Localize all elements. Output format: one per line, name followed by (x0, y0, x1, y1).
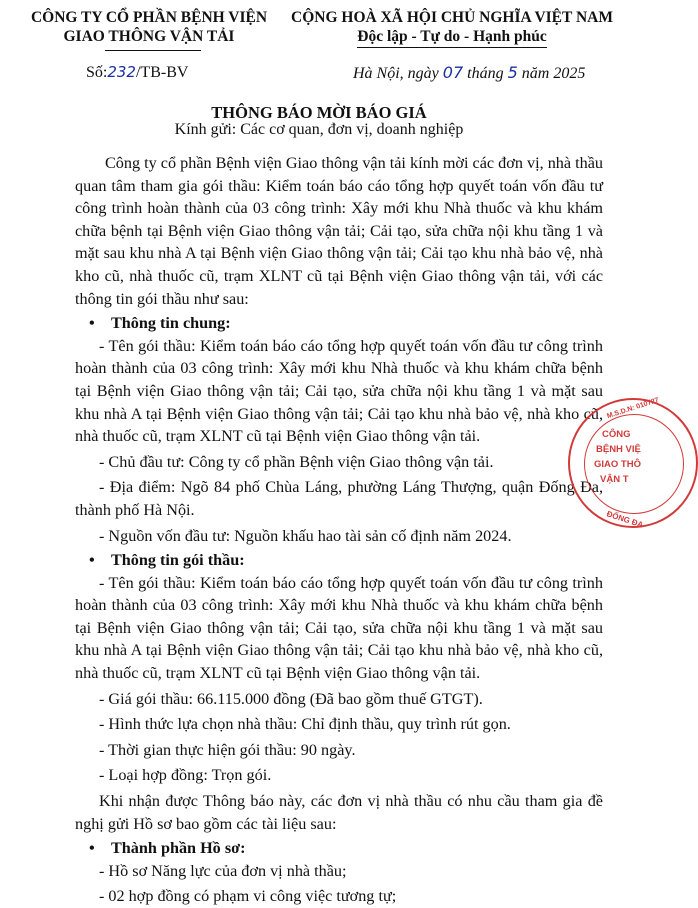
documents-item-contracts: - 02 hợp đồng có phạm vi công việc tương tự; (99, 887, 397, 906)
section-documents-heading-text: Thành phần Hồ sơ: (111, 839, 246, 858)
bullet-icon: • (89, 551, 95, 570)
section-general-heading (75, 312, 603, 335)
document-number-handwritten: 232 (107, 63, 136, 81)
organization-header (18, 8, 280, 46)
organization-name-line1: CÔNG TY CỔ PHẦN BỆNH VIỆN (30, 9, 268, 26)
document-title: THÔNG BÁO MỜI BÁO GIÁ (211, 103, 427, 122)
document-number (86, 63, 188, 82)
general-item-package-name: - Tên gói thầu: Kiểm toán báo cáo tổng hợp quyết toán vốn đầu tư công trình hoàn thành của 03 công trình: Xây mới khu Nhà thuốc và khu khám chữa bệnh tại Bệnh viện Giao thông vận tải; Cải tạo, sửa chữa nội khu tầng 1 và mặt sau khu nhà A tại Bệnh viện Giao thông vận tải; Cải tạo khu nhà bảo vệ, nhà kho cũ, nhà thuốc cũ, trạm XLNT cũ tại Bệnh viện Giao thông vận tải. (75, 336, 603, 446)
documents-item-capability: - Hồ sơ Năng lực của đơn vị nhà thầu; (99, 861, 347, 880)
organization-name-line2: GIAO THÔNG VẬN TẢI (63, 28, 235, 45)
seal-line-4: VẬN T (600, 474, 629, 485)
seal-ring-top-text: M.S.D.N: 010727 (606, 396, 660, 421)
section-documents-heading (75, 837, 603, 860)
seal-line-1: CÔNG (602, 429, 631, 440)
closing-paragraph: Khi nhận được Thông báo này, các đơn vị nhà thầu có nhu cầu tham gia đề nghị gửi Hồ sơ bao gồm các tài liệu sau: (75, 792, 603, 833)
section-package-heading-text: Thông tin gói thầu: (111, 551, 245, 570)
package-item-duration: - Thời gian thực hiện gói thầu: 90 ngày. (99, 740, 356, 759)
company-seal (568, 398, 698, 528)
intro-paragraph: Công ty cổ phần Bệnh viện Giao thông vận tải kính mời các đơn vị, nhà thầu quan tâm tham gia gói thầu: Kiểm toán báo cáo tổng hợp quyết toán vốn đầu tư công trình hoàn thành của 03 công trình: Xây mới khu Nhà thuốc và khu khám chữa bệnh tại Bệnh viện Giao thông vận tải; Cải tạo, sửa chữa nội khu tầng 1 và mặt sau khu nhà A tại Bệnh viện Giao thông vận tải; Cải tạo khu nhà bảo vệ, nhà kho cũ, nhà thuốc cũ, trạm XLNT cũ tại Bệnh viện Giao thông vận tải, với các thông tin gói thầu như sau: (75, 154, 603, 308)
seal-line-2: BỆNH VIỆ (596, 444, 641, 455)
date-month-label: tháng (467, 65, 504, 82)
package-item-contract-type: - Loại hợp đồng: Trọn gói. (99, 766, 272, 785)
package-item-name: - Tên gói thầu: Kiểm toán báo cáo tổng hợp quyết toán vốn đầu tư công trình hoàn thành của 03 công trình: Xây mới khu Nhà thuốc và khu khám chữa bệnh tại Bệnh viện Giao thông vận tải; Cải tạo, sửa chữa nội khu tầng 1 và mặt sau khu nhà A tại Bệnh viện Giao thông vận tải; Cải tạo khu nhà bảo vệ, nhà kho cũ, nhà thuốc cũ, trạm XLNT cũ tại Bệnh viện Giao thông vận tải. (75, 573, 603, 683)
general-item-location: - Địa điểm: Ngõ 84 phố Chùa Láng, phường Láng Thượng, quận Đống Đa, thành phố Hà Nội. (75, 478, 603, 519)
section-package-heading (75, 549, 603, 572)
seal-ring-bottom-text: ĐỐNG ĐA (605, 509, 645, 530)
bullet-icon: • (89, 839, 95, 858)
date-year: năm 2025 (521, 65, 586, 82)
bullet-icon: • (89, 314, 95, 333)
package-item-price: - Giá gói thầu: 66.115.000 đồng (Đã bao gồm thuế GTGT). (99, 689, 483, 708)
header-divider (105, 50, 201, 51)
section-general-heading-text: Thông tin chung: (111, 314, 231, 333)
date-month: 5 (507, 63, 518, 82)
date-prefix: Hà Nội, ngày (353, 65, 439, 82)
document-body (75, 152, 603, 908)
general-item-funding: - Nguồn vốn đầu tư: Nguồn khấu hao tài sản cố định năm 2024. (99, 526, 512, 545)
seal-line-3: GIAO THÔ (594, 459, 641, 470)
document-number-suffix: /TB-BV (135, 64, 189, 81)
national-title: CỘNG HOÀ XÃ HỘI CHỦ NGHĨA VIỆT NAM (291, 9, 613, 26)
general-item-investor: - Chủ đầu tư: Công ty cổ phần Bệnh viện Giao thông vận tải. (99, 452, 494, 471)
national-motto: Độc lập - Tự do - Hạnh phúc (357, 27, 546, 48)
recipients-line: Kính gửi: Các cơ quan, đơn vị, doanh nghiệp (174, 121, 464, 138)
document-number-prefix: Số: (86, 64, 108, 81)
package-item-selection-method: - Hình thức lựa chọn nhà thầu: Chỉ định thầu, quy trình rút gọn. (99, 715, 511, 734)
national-header (276, 8, 628, 48)
date-day: 07 (442, 63, 464, 82)
document-date (353, 63, 585, 83)
